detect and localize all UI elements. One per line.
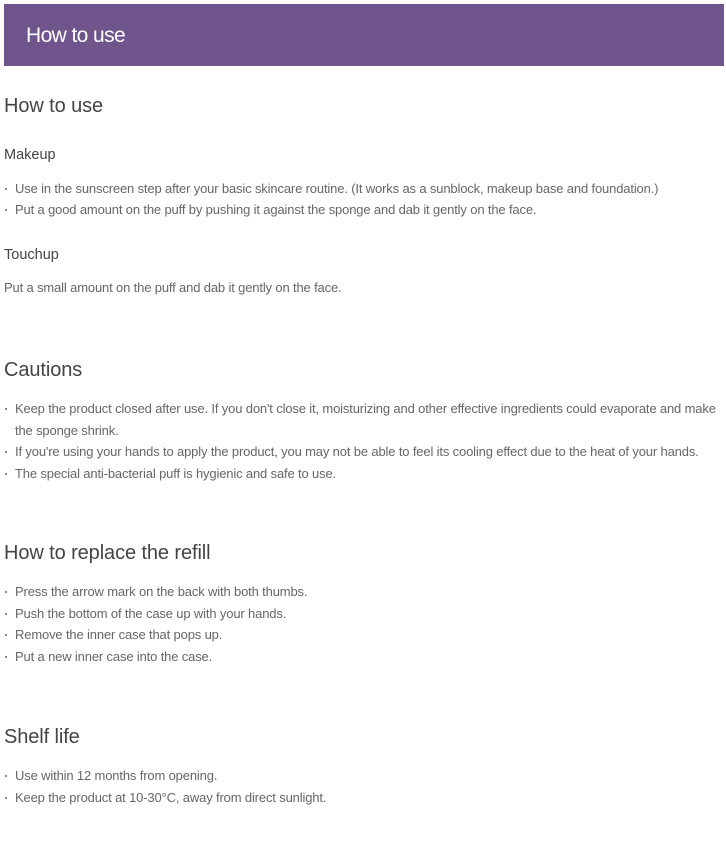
list-item-text: Keep the product closed after use. If you don't close it, moisturizing and other effective ingredients could evaporate and make the sponge shrink.: [15, 401, 716, 438]
list-item-text: Use in the sunscreen step after your basic skincare routine. (It works as a sunblock, makeup base and foundation.): [15, 180, 659, 196]
bullet-icon: [5, 408, 7, 410]
bullet-icon: [5, 188, 7, 190]
list-item-text: Remove the inner case that pops up.: [15, 627, 223, 642]
bullet-icon: [5, 209, 7, 211]
touchup-text: Put a small amount on the puff and dab it gently on the face.: [4, 280, 342, 295]
bullet-icon: [5, 634, 7, 636]
list-item: [4, 398, 720, 441]
bullet-icon: [5, 451, 7, 453]
list-item-text: If you're using your hands to apply the product, you may not be able to feel its cooling effect due to the heat of your hands.: [15, 444, 699, 459]
touchup-subheading: Touchup: [4, 246, 59, 263]
makeup-subheading: Makeup: [4, 147, 56, 163]
list-item-text: Press the arrow mark on the back with both thumbs.: [15, 584, 308, 599]
header-bar: [4, 4, 724, 66]
refill-heading: How to replace the refill: [4, 542, 211, 564]
bullet-icon: [5, 473, 7, 475]
list-item: [4, 787, 720, 809]
makeup-list: [4, 178, 720, 221]
list-item-text: The special anti-bacterial puff is hygienic and safe to use.: [15, 465, 337, 481]
list-item: [4, 581, 720, 603]
bullet-icon: [5, 775, 7, 777]
list-item: [4, 463, 720, 485]
list-item: [4, 646, 720, 668]
list-item-text: Put a good amount on the puff by pushing it against the sponge and dab it gently on the face.: [15, 202, 537, 217]
shelf-life-list: [4, 765, 720, 808]
list-item-text: Keep the product at 10-30°C, away from direct sunlight.: [15, 789, 327, 805]
list-item: [4, 199, 720, 221]
list-item: [4, 765, 720, 787]
cautions-list: [4, 398, 720, 484]
bullet-icon: [5, 656, 7, 658]
list-item: [4, 178, 720, 200]
bullet-icon: [5, 591, 7, 593]
refill-list: [4, 581, 720, 667]
list-item: [4, 441, 720, 463]
list-item-text: Use within 12 months from opening.: [15, 768, 218, 783]
list-item: [4, 603, 720, 625]
list-item-text: Push the bottom of the case up with your hands.: [15, 605, 287, 621]
bullet-icon: [5, 613, 7, 615]
header-title: How to use: [26, 23, 126, 47]
cautions-heading: Cautions: [4, 359, 83, 381]
bullet-icon: [5, 797, 7, 799]
shelf-life-heading: Shelf life: [4, 726, 80, 748]
how-to-use-heading: How to use: [4, 95, 104, 117]
list-item: [4, 624, 720, 646]
content: [4, 66, 720, 808]
list-item-text: Put a new inner case into the case.: [15, 648, 213, 664]
